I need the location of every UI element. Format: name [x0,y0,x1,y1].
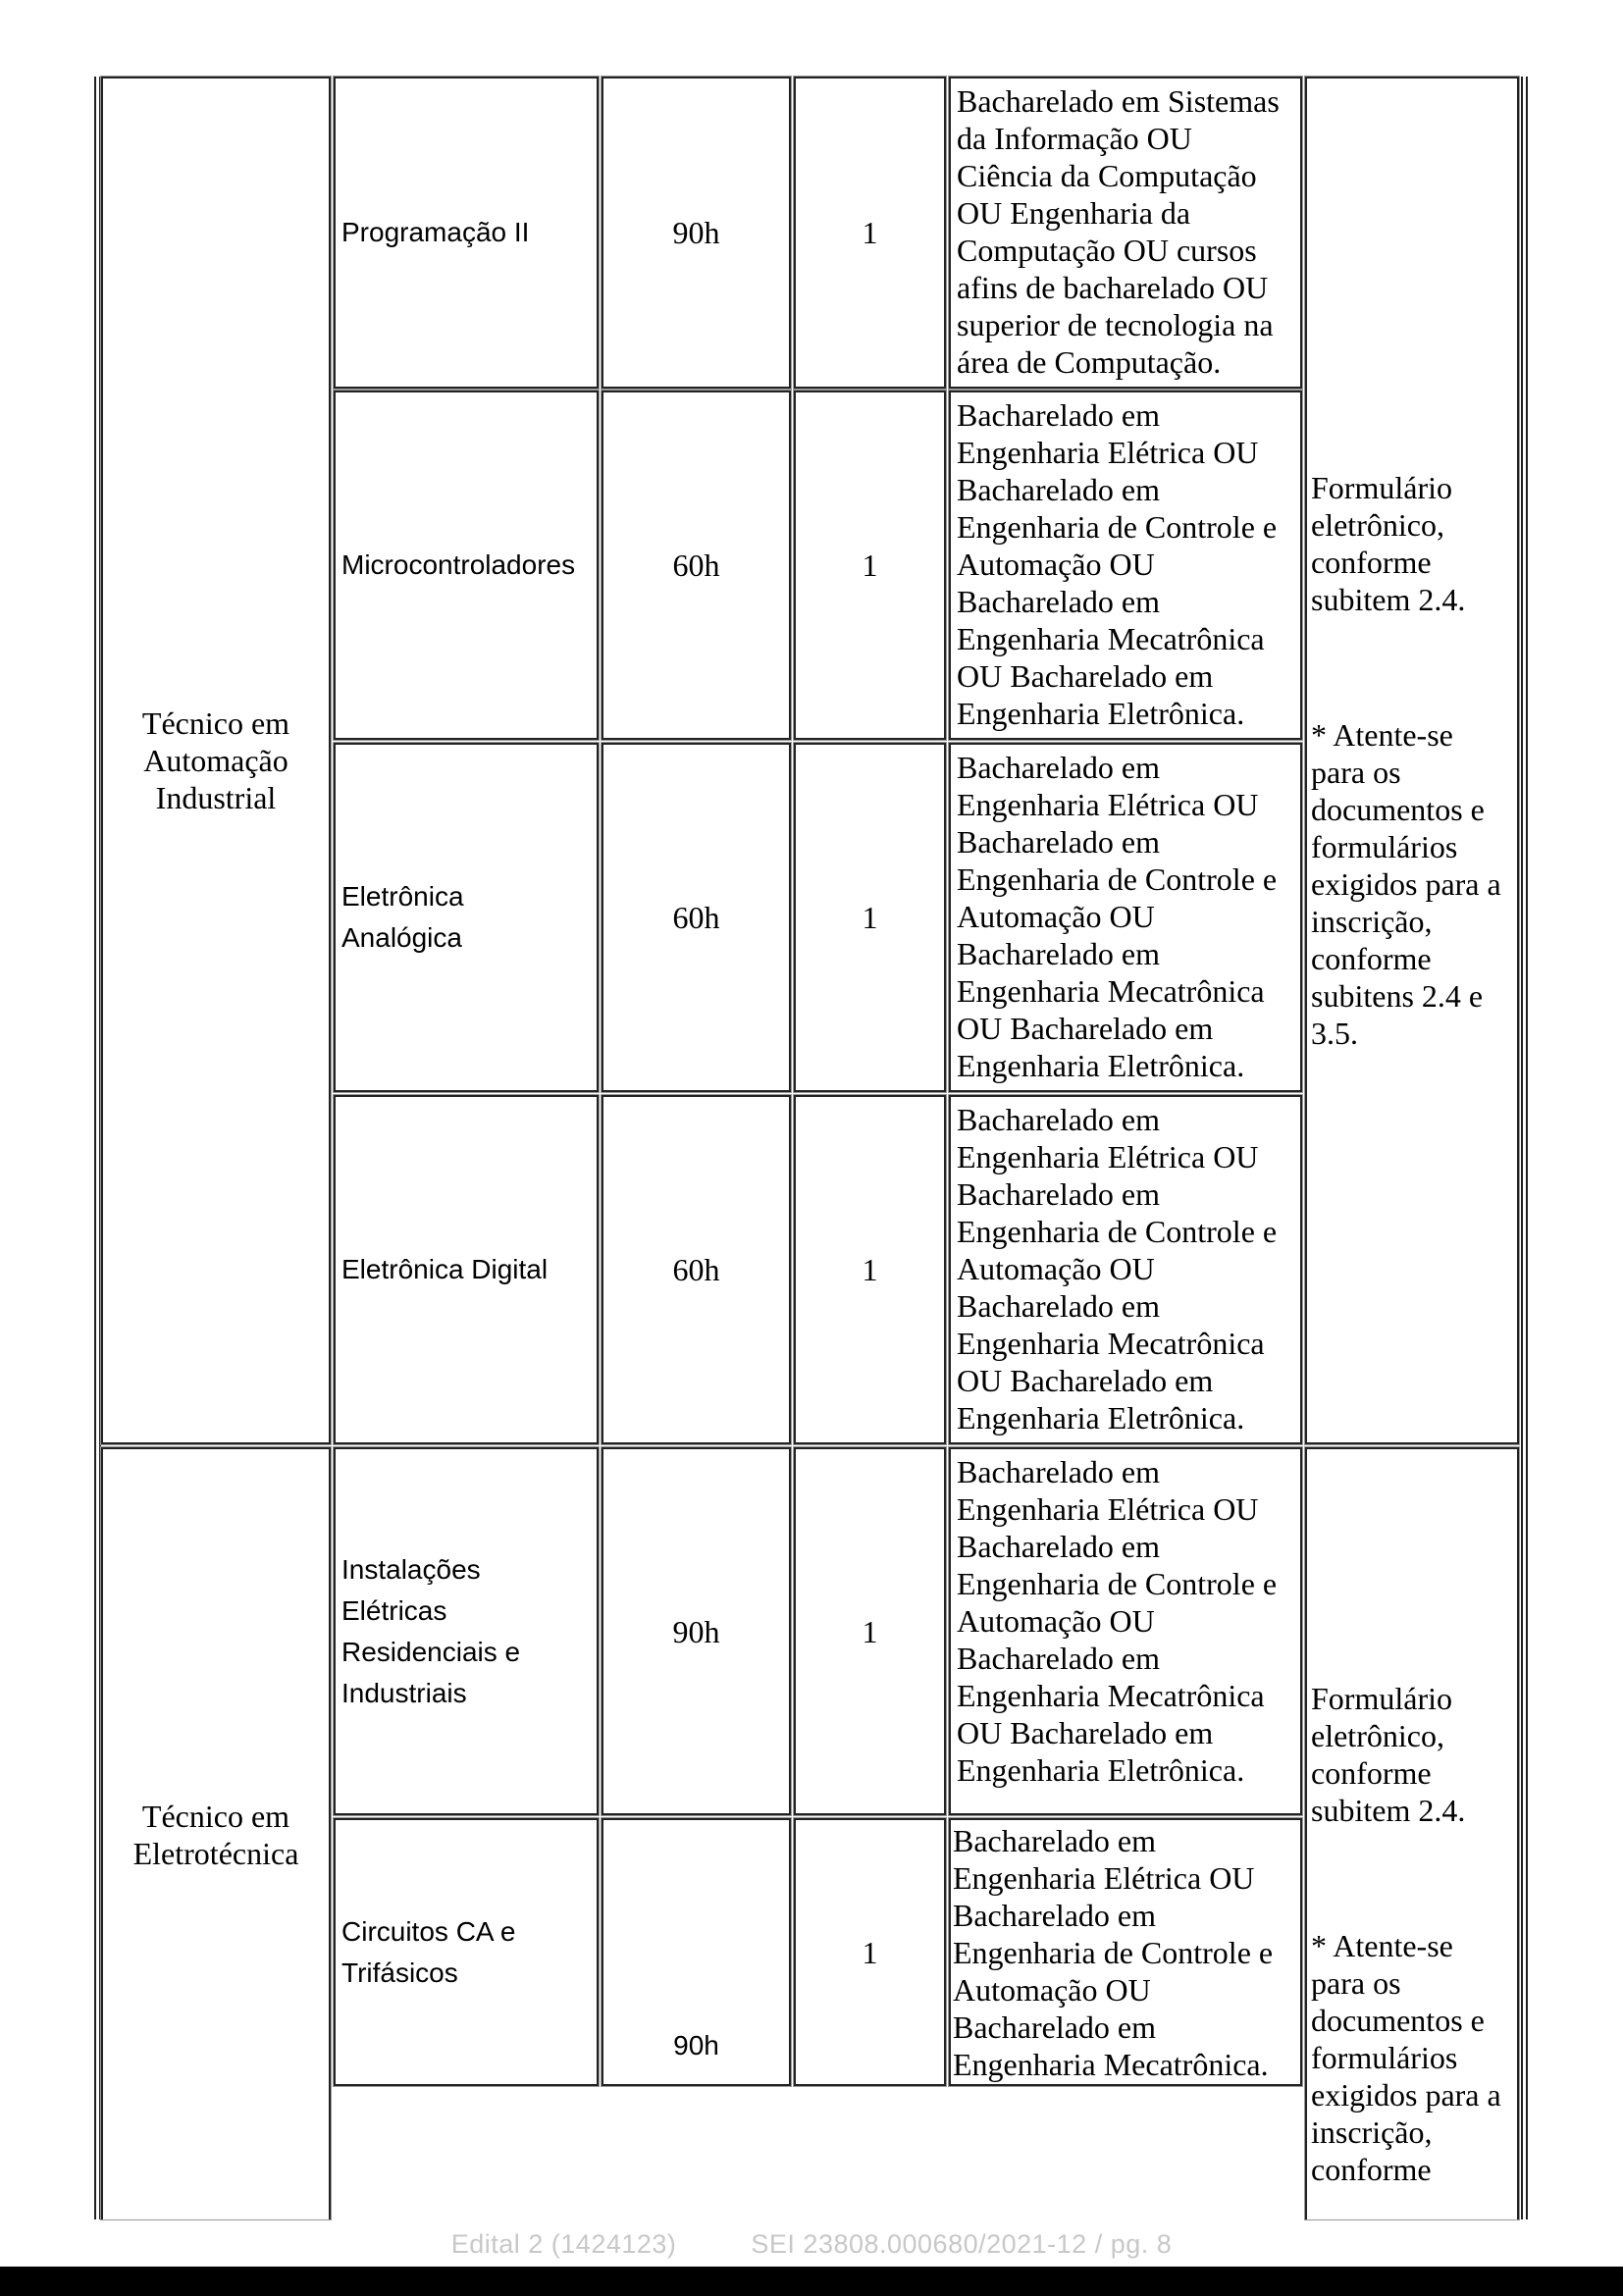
vacancies-cell: 1 [794,77,946,389]
table-right-rule-inner [1521,77,1523,2219]
requirement-cell: Bacharelado em Engenharia Elétrica OU Bacharelado em Engenharia de Controle e Automação OU Bacharelado em Engenharia Mecatrônica OU Bacharelado em Engenharia Eletrônica. [949,743,1302,1092]
requirement-cell: Bacharelado em Engenharia Elétrica OU Bacharelado em Engenharia de Controle e Automação OU Bacharelado em Engenharia Mecatrônica OU Bacharelado em Engenharia Eletrônica. [949,1095,1302,1444]
vacancies-cell: 1 [794,391,946,740]
course-name: Técnico em Automação Industrial [141,705,290,815]
table-right-rule-outer [1526,77,1528,2219]
discipline-cell: Circuitos CA e Trifásicos [334,1818,599,2086]
course-cell-eletrotecnica [101,1447,331,2219]
vacancies-cell: 1 [794,743,946,1092]
notes-form-text: Formulário eletrônico, conforme subitem 2.4. [1311,470,1466,617]
footer-doc-id: Edital 2 (1424123) [450,2229,677,2259]
notes-form-text: Formulário eletrônico, conforme subitem 2.4. [1311,1681,1466,1828]
requirement-cell: Bacharelado em Engenharia Elétrica OU Bacharelado em Engenharia de Controle e Automação OU Bacharelado em Engenharia Mecatrônica OU Bacharelado em Engenharia Eletrônica. [949,391,1302,740]
requirement-cell: Bacharelado em Engenharia Elétrica OU Bacharelado em Engenharia de Controle e Automação OU Bacharelado em Engenharia Mecatrônica OU Bacharelado em Engenharia Eletrônica. [949,1447,1302,1815]
hours-cell: 60h [602,743,791,1092]
hours-cell: 90h [602,1447,791,1815]
requirement-cell: Bacharelado em Engenharia Elétrica OU Bacharelado em Engenharia de Controle e Automação OU Bacharelado em Engenharia Mecatrônica. [949,1818,1302,2086]
table-left-rule-outer [94,77,96,2219]
hours-cell: 90h [602,77,791,389]
page-footer [0,2229,1623,2260]
discipline-cell: Microcontroladores [334,391,599,740]
notes-cell [1305,1447,1519,2219]
page-bottom-bar [0,2267,1623,2296]
hours-cell: 90h [602,1818,791,2086]
vacancies-cell: 1 [794,1095,946,1444]
notes-cell [1305,77,1519,1444]
discipline-cell: Eletrônica Analógica [334,743,599,1092]
discipline-cell: Eletrônica Digital [334,1095,599,1444]
discipline-cell: Programação II [334,77,599,389]
footer-sei-ref: SEI 23808.000680/2021-12 / pg. 8 [751,2229,1173,2259]
hours-cell: 60h [602,391,791,740]
course-name: Técnico em Eletrotécnica [132,1798,299,1871]
notes-attention-text: * Atente-se para os documentos e formulários exigidos para a inscrição, conforme [1311,1928,1501,2187]
hours-cell: 60h [602,1095,791,1444]
course-cell-automacao [101,77,331,1444]
requirement-cell: Bacharelado em Sistemas da Informação OU Ciência da Computação OU Engenharia da Computação OU cursos afins de bacharelado OU superior de tecnologia na área de Computação. [949,77,1302,389]
notes-attention-text: * Atente-se para os documentos e formulários exigidos para a inscrição, conforme subitens 2.4 e 3.5. [1311,717,1501,1051]
vacancies-cell: 1 [794,1818,946,2086]
vacancies-cell: 1 [794,1447,946,1815]
discipline-cell: Instalações Elétricas Residenciais e Industriais [334,1447,599,1815]
